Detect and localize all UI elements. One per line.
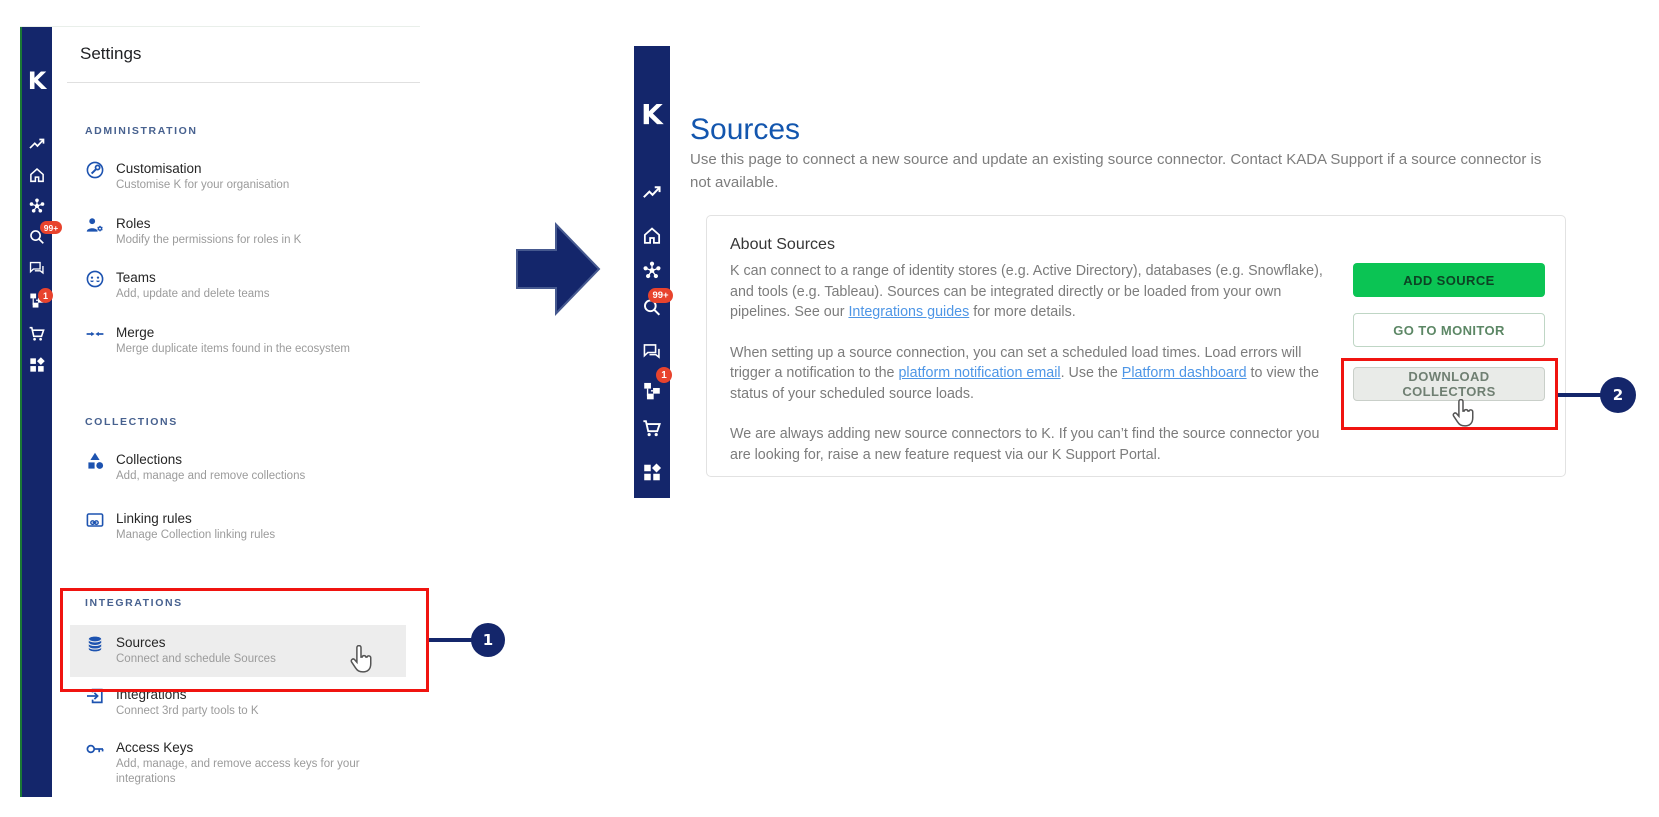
section-header-integrations: INTEGRATIONS bbox=[85, 597, 183, 609]
settings-item-customisation[interactable] bbox=[67, 160, 417, 193]
trending-icon[interactable] bbox=[28, 135, 46, 153]
section-header-administration: ADMINISTRATION bbox=[85, 125, 198, 137]
annotation-connector-step1 bbox=[429, 638, 472, 642]
item-title: Integrations bbox=[116, 687, 187, 702]
left-nav-sidebar bbox=[20, 27, 52, 797]
sources-page-title: Sources bbox=[690, 113, 801, 146]
sources-page-description: Use this page to connect a new source and update an existing source connector. Contact KADA Support if a source connector is not available. bbox=[690, 151, 1542, 191]
annotation-step-1: 1 bbox=[471, 623, 505, 657]
paragraph-text: K can connect to a range of identity stores (e.g. Active Directory), databases (e.g. Snowflake), and tools (e.g. Tableau). Sources can be integrated directly or be loaded from your own pipelines. See our bbox=[730, 263, 1323, 320]
paragraph-text: for more details. bbox=[969, 304, 1076, 320]
paragraph-text: . Use the bbox=[1060, 365, 1122, 381]
item-subtitle: Merge duplicate items found in the ecosystem bbox=[116, 343, 350, 355]
hub-icon[interactable] bbox=[642, 260, 663, 281]
item-subtitle: Connect and schedule Sources bbox=[116, 653, 276, 665]
settings-item-access-keys[interactable] bbox=[67, 739, 417, 787]
item-subtitle: Connect 3rd party tools to K bbox=[116, 705, 259, 717]
item-subtitle: Customise K for your organisation bbox=[116, 179, 290, 191]
transition-arrow-icon bbox=[515, 222, 601, 316]
settings-item-merge[interactable] bbox=[67, 324, 417, 357]
teams-icon bbox=[85, 269, 105, 289]
cart-icon[interactable] bbox=[28, 325, 46, 343]
card-paragraph bbox=[730, 424, 1334, 465]
platform-dashboard-link[interactable]: Platform dashboard bbox=[1121, 365, 1247, 381]
dashboard-icon[interactable] bbox=[28, 356, 46, 374]
item-title: Teams bbox=[116, 270, 156, 285]
item-subtitle: Add, update and delete teams bbox=[116, 288, 270, 300]
title-divider bbox=[67, 82, 420, 83]
paragraph-text: to view the status of your scheduled source loads. bbox=[730, 365, 1319, 402]
item-subtitle: Manage Collection linking rules bbox=[116, 529, 276, 541]
settings-item-roles[interactable] bbox=[67, 215, 417, 248]
card-title: About Sources bbox=[730, 236, 835, 253]
customisation-icon bbox=[85, 160, 105, 180]
item-title: Roles bbox=[116, 216, 151, 231]
item-title: Sources bbox=[116, 635, 166, 650]
trending-icon[interactable] bbox=[642, 182, 663, 203]
item-title: Linking rules bbox=[116, 511, 192, 526]
dashboard-icon[interactable] bbox=[642, 462, 663, 483]
card-paragraphs bbox=[730, 261, 1334, 485]
item-subtitle: Add, manage and remove collections bbox=[116, 470, 306, 482]
collections-icon bbox=[85, 451, 105, 471]
left-screenshot-top-edge bbox=[20, 26, 420, 27]
item-title: Customisation bbox=[116, 161, 202, 176]
download-collectors-button[interactable]: DOWNLOAD COLLECTORS bbox=[1353, 367, 1545, 401]
item-title: Collections bbox=[116, 452, 183, 467]
section-header-collections: COLLECTIONS bbox=[85, 416, 178, 428]
paragraph-text: When setting up a source connection, you can set a scheduled load times. Load errors will trigger a notification to the bbox=[730, 344, 1302, 381]
roles-icon bbox=[85, 215, 105, 235]
item-subtitle: Add, manage, and remove access keys for your integrations bbox=[116, 758, 360, 785]
go-to-monitor-button[interactable]: GO TO MONITOR bbox=[1353, 313, 1545, 347]
paragraph-text: We are always adding new source connectors to K. If you can’t find the source connector you are looking for, raise a new feature request via our K Support Portal. bbox=[730, 426, 1320, 463]
item-title: Merge bbox=[116, 325, 155, 340]
k-logo[interactable]: K bbox=[641, 98, 663, 131]
annotation-connector-step2 bbox=[1558, 393, 1602, 397]
merge-icon bbox=[85, 324, 105, 344]
hand-cursor-icon bbox=[1450, 399, 1476, 432]
platform-notification-email-link[interactable]: platform notification email bbox=[898, 365, 1061, 381]
annotation-step-2: 2 bbox=[1600, 377, 1636, 413]
settings-page-title: Settings bbox=[80, 44, 142, 63]
right-nav-sidebar bbox=[634, 46, 670, 498]
hub-icon[interactable] bbox=[28, 197, 46, 215]
cart-badge: 1 bbox=[38, 288, 53, 303]
k-logo[interactable]: K bbox=[27, 67, 47, 95]
settings-item-teams[interactable] bbox=[67, 269, 417, 302]
integrations-guides-link[interactable]: Integrations guides bbox=[848, 304, 970, 320]
cart-icon[interactable] bbox=[642, 418, 663, 439]
card-paragraph bbox=[730, 261, 1334, 323]
notifications-badge: 99+ bbox=[40, 221, 62, 234]
hand-cursor-icon bbox=[348, 645, 374, 678]
item-title: Access Keys bbox=[116, 740, 194, 755]
notifications-badge: 99+ bbox=[648, 288, 673, 303]
key-icon bbox=[85, 739, 105, 759]
home-icon[interactable] bbox=[28, 166, 46, 184]
settings-item-linking-rules[interactable] bbox=[67, 510, 417, 543]
cart-badge: 1 bbox=[656, 367, 672, 383]
add-source-button[interactable]: ADD SOURCE bbox=[1353, 263, 1545, 297]
linking-rules-icon bbox=[85, 510, 105, 530]
item-subtitle: Modify the permissions for roles in K bbox=[116, 234, 302, 246]
home-icon[interactable] bbox=[642, 225, 663, 246]
chat-icon[interactable] bbox=[28, 260, 46, 278]
chat-icon[interactable] bbox=[642, 342, 663, 363]
card-paragraph bbox=[730, 343, 1334, 405]
settings-item-collections[interactable] bbox=[67, 451, 417, 484]
sitemap-icon[interactable] bbox=[642, 380, 663, 401]
